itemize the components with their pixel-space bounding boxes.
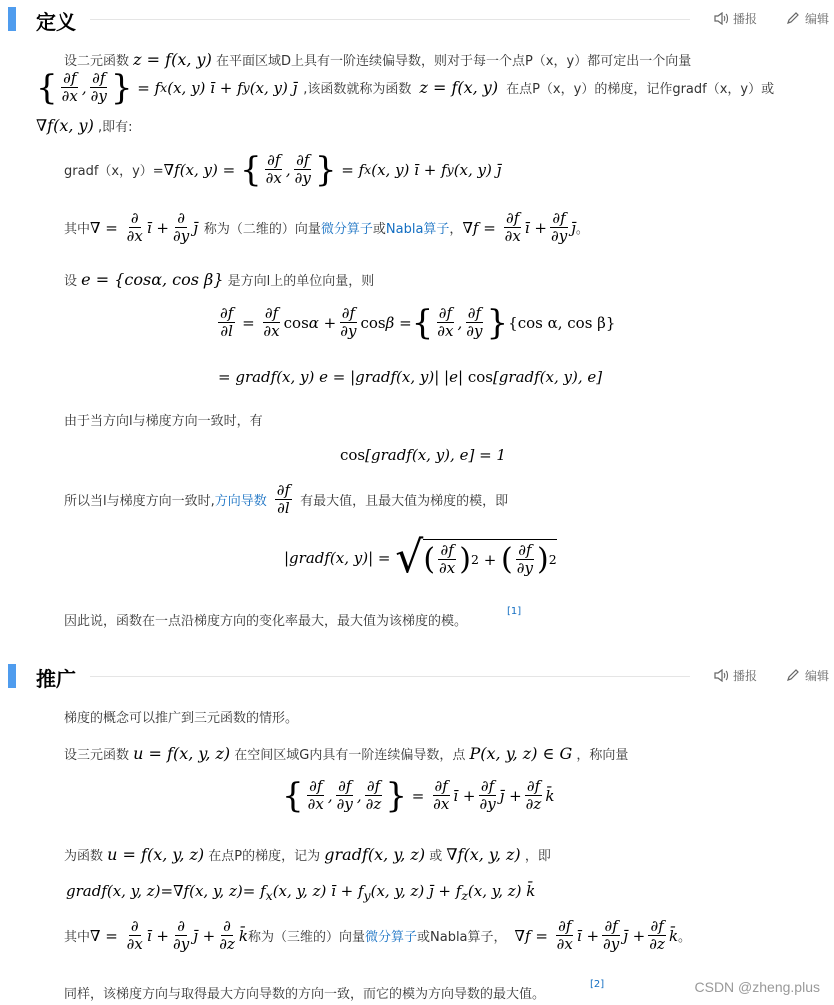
paragraph-nabla (36, 116, 132, 135)
equation-vector-3d (282, 775, 555, 816)
formula: z = f(x, y) (133, 50, 212, 69)
announce-button[interactable] (714, 667, 757, 684)
announce-button[interactable] (714, 10, 757, 27)
formula: ∇ = $\frac{\partial}{\partial x}$ ī + $\frac{\partial}{\partial y}$ j̄ + $\frac{\partial}{\partial z}$ k̄ (90, 917, 248, 953)
text: 或 (429, 849, 443, 864)
paragraph-unit-vector (64, 270, 374, 289)
section-divider (90, 19, 690, 20)
speaker-icon (714, 12, 729, 25)
section-title-generalization: 推广 (36, 667, 76, 691)
formula: gradf(x, y, z) (324, 845, 426, 864)
text: 设 (64, 274, 78, 289)
formula: z = f(x, y) (419, 78, 499, 97)
equation-cos: cos[gradf(x, y), e] = 1 (340, 446, 506, 464)
text: 是方向l上的单位向量，则 (227, 274, 375, 289)
paragraph-final: 同样，该梯度方向与取得最大方向导数的方向一致，而它的模为方向导数的最大值。 (64, 987, 546, 1002)
text: 在点P（x，y）的梯度，记作gradf（x，y）或 (506, 82, 775, 97)
text: ,即有: (97, 120, 133, 135)
equation-modulus (284, 532, 557, 583)
link-differential-operator[interactable]: 微分算子 (320, 222, 373, 237)
text: gradf（x，y）= (64, 164, 164, 179)
link-differential-operator[interactable]: 微分算子 (364, 930, 417, 945)
formula: e = {cosα, cos β} (81, 270, 224, 289)
formula: ∇f(x, y, z) (446, 845, 521, 864)
formula: ∇f = $\frac{\partial f}{\partial x}$ ī + $\frac{\partial f}{\partial y}$ j̄ + $\frac{\partial f}{\partial z}$ k̄ (514, 917, 679, 953)
text: ,该函数就称为函数 (303, 82, 412, 97)
formula: ∇ = $\frac{\partial}{\partial x}$ ī + $\frac{\partial}{\partial y}$ j̄ (90, 209, 198, 245)
text: ， (449, 222, 463, 237)
reference-link-2[interactable]: [2] (590, 979, 605, 990)
formula: { $\frac{\partial f}{\partial x}$ , $\frac{\partial f}{\partial y}$ , $\frac{\partial f}{\partial z}$ } = $\frac{\partial f}{\partial x}$ ī + $\frac{\partial f}{\partial y}$ j̄ + $\frac{\partial f}{\partial z}$ k̄ (282, 775, 555, 816)
section-marker (8, 664, 16, 688)
edit-button[interactable] (786, 667, 829, 684)
section-marker (8, 7, 16, 31)
text: 在空间区域G内具有一阶连续偏导数，点 (234, 748, 466, 763)
link-nabla-operator[interactable]: Nabla算子 (385, 222, 450, 237)
formula: ∇f(x, y) = { $\frac{\partial f}{\partial x}$ , $\frac{\partial f}{\partial y}$ } = f x (x, y) ī + f y (x, y) j̄ (163, 149, 502, 190)
paragraph-three-var (64, 744, 628, 763)
text: 称为（二维的）向量 (203, 222, 321, 237)
equation-gradf-3d: gradf(x, y, z)=∇f(x, y, $z)= f_x(x$, y, z) ī + $f_y(x$, y, z) j̄ + $f_z(x$, y, z) k̄ (66, 882, 536, 903)
edit-label: 编辑 (805, 12, 830, 26)
formula: u = f(x, y, z) (107, 845, 205, 864)
section-title-definition: 定义 (36, 10, 76, 34)
text: 或 (416, 930, 430, 945)
paragraph-operator (64, 210, 589, 245)
speaker-icon (714, 669, 729, 682)
formula: P(x, y, z) ∈ G (469, 744, 573, 763)
text: Nabla算子， (430, 930, 507, 945)
equation-gradf (64, 149, 502, 190)
paragraph-conclusion: 因此说，函数在一点沿梯度方向的变化率最大，最大值为该梯度的模。 (64, 614, 468, 629)
pencil-icon (786, 669, 801, 682)
text: 在平面区域D上具有一阶连续偏导数，则对于每一个点P（x，y）都可定出一个向量 (215, 54, 692, 69)
text: 其中 (64, 930, 91, 945)
text: 为函数 (64, 849, 104, 864)
text: 有最大值，且最大值为梯度的模，即 (300, 494, 509, 509)
formula: $\frac{\partial f}{\partial l}$ (276, 481, 291, 517)
formula: { $\frac{\partial f}{\partial x}$ , $\frac{\partial f}{\partial y}$ } = f x (x, y) ī + f y (x, y) j̄ (36, 67, 298, 108)
text: ，即 (524, 849, 551, 864)
paragraph-gradient-vector (36, 67, 775, 108)
link-directional-derivative[interactable]: 方向导数 (214, 494, 267, 509)
edit-label: 编辑 (805, 669, 830, 683)
paragraph-generalize: 梯度的概念可以推广到三元函数的情形。 (64, 711, 299, 726)
formula: u = f(x, y, z) (133, 744, 231, 763)
text: 称为（三维的）向量 (247, 930, 365, 945)
reference-link-1[interactable]: [1] (507, 606, 522, 617)
equation-directional-2: = gradf(x, y) e = |gradf(x, y)| |e| cos[gradf(x, y), e] (218, 368, 603, 386)
paragraph-max (64, 482, 508, 517)
pencil-icon (786, 12, 801, 25)
text: 设三元函数 (64, 748, 130, 763)
formula: |gradf(x, y)| = √ ( $\frac{\partial f}{\partial x}$ ) 2 + ( $\frac{\partial f}{\partial y}$ ) 2 (284, 532, 557, 583)
text: 所以当l与梯度方向一致时, (64, 494, 215, 509)
paragraph-same-direction: 由于当方向l与梯度方向一致时，有 (64, 414, 263, 429)
text: 。 (678, 930, 692, 945)
formula: $\frac{\partial f}{\partial l}$ = $\frac{\partial f}{\partial x}$ cos α + $\frac{\partial f}{\partial y}$ cos β = { $\frac{\partial f}{\partial x}$ , $\frac{\partial f}{\partial y}$ } {cos α, cos β} (220, 302, 616, 343)
announce-label: 播报 (733, 12, 758, 26)
paragraph-operator-3d (64, 918, 691, 953)
section-divider (90, 676, 690, 677)
text: 。 (575, 222, 589, 237)
edit-button[interactable] (786, 10, 829, 27)
text: 或 (372, 222, 386, 237)
paragraph-intro (64, 50, 691, 69)
formula: ∇f = $\frac{\partial f}{\partial x}$ ī + $\frac{\partial f}{\partial y}$ j̄ (462, 209, 576, 245)
text: ，称向量 (576, 748, 629, 763)
watermark: CSDN @zheng.plus (694, 979, 820, 995)
equation-directional (216, 302, 616, 343)
text: 设二元函数 (64, 54, 130, 69)
text: 其中 (64, 222, 91, 237)
text: 在点P的梯度，记为 (208, 849, 321, 864)
announce-label: 播报 (733, 669, 758, 683)
paragraph-gradient-3d (64, 845, 551, 864)
formula: ∇f(x, y) (36, 116, 94, 135)
